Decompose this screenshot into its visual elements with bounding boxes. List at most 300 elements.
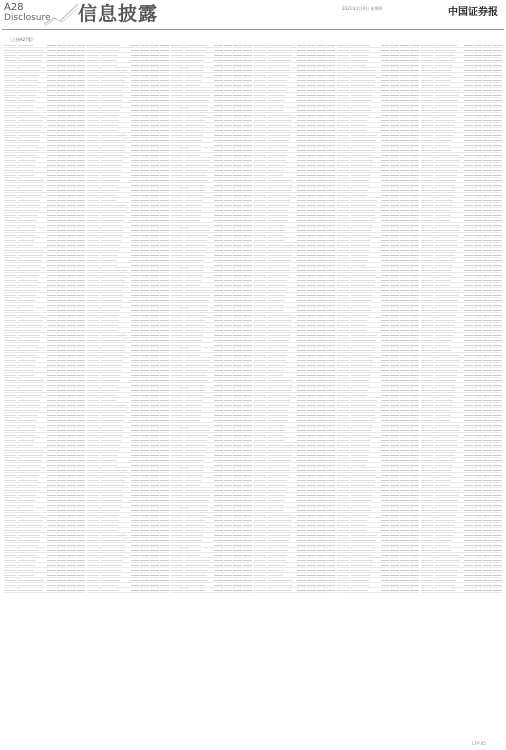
row-description-placeholder xyxy=(435,539,462,541)
row-values-placeholder xyxy=(214,424,252,426)
row-code-placeholder xyxy=(171,94,183,96)
row-code-placeholder xyxy=(171,514,183,516)
row-values-placeholder xyxy=(47,429,85,431)
row-code-placeholder xyxy=(254,504,266,506)
row-code-placeholder xyxy=(337,589,349,591)
row-values-placeholder xyxy=(464,219,502,221)
row-code-placeholder xyxy=(171,314,183,316)
row-values-placeholder xyxy=(47,589,85,591)
row-values-placeholder xyxy=(464,579,502,581)
row-code-placeholder xyxy=(87,269,99,271)
row-values-placeholder xyxy=(47,534,85,536)
row-values-placeholder xyxy=(131,374,169,376)
row-values-placeholder xyxy=(214,144,252,146)
row-code-placeholder xyxy=(254,69,266,71)
row-description-placeholder xyxy=(435,324,462,326)
row-code-placeholder xyxy=(4,349,16,351)
row-values-placeholder xyxy=(131,459,169,461)
row-values-placeholder xyxy=(47,69,85,71)
row-code-placeholder xyxy=(87,139,99,141)
row-values-placeholder xyxy=(381,519,419,521)
row-description-placeholder xyxy=(101,274,128,276)
row-code-placeholder xyxy=(87,334,99,336)
row-values-placeholder xyxy=(297,254,335,256)
row-code-placeholder xyxy=(254,509,266,511)
row-description-placeholder xyxy=(435,359,462,361)
row-values-placeholder xyxy=(381,564,419,566)
row-code-placeholder xyxy=(87,449,99,451)
row-code-placeholder xyxy=(4,169,16,171)
row-values-placeholder xyxy=(214,454,252,456)
row-code-placeholder xyxy=(87,424,99,426)
row-code-placeholder xyxy=(254,394,266,396)
row-values-placeholder xyxy=(214,229,252,231)
row-code-placeholder xyxy=(171,469,183,471)
row-values-placeholder xyxy=(381,414,419,416)
row-code-placeholder xyxy=(171,119,183,121)
row-code-placeholder xyxy=(337,414,349,416)
row-values-placeholder xyxy=(381,89,419,91)
row-values-placeholder xyxy=(297,144,335,146)
row-values-placeholder xyxy=(464,134,502,136)
row-code-placeholder xyxy=(337,114,349,116)
row-values-placeholder xyxy=(297,304,335,306)
row-values-placeholder xyxy=(464,324,502,326)
row-code-placeholder xyxy=(4,239,16,241)
row-values-placeholder xyxy=(47,219,85,221)
row-code-placeholder xyxy=(87,529,99,531)
row-code-placeholder xyxy=(4,64,16,66)
row-code-placeholder xyxy=(171,174,183,176)
row-values-placeholder xyxy=(214,199,252,201)
row-code-placeholder xyxy=(4,514,16,516)
row-values-placeholder xyxy=(214,549,252,551)
row-values-placeholder xyxy=(131,284,169,286)
row-code-placeholder xyxy=(337,154,349,156)
row-description-placeholder xyxy=(18,189,45,191)
row-description-placeholder xyxy=(435,509,462,511)
row-code-placeholder xyxy=(254,214,266,216)
row-code-placeholder xyxy=(254,304,266,306)
row-description-placeholder xyxy=(268,524,295,526)
row-description-placeholder xyxy=(268,184,295,186)
row-description-placeholder xyxy=(185,459,212,461)
row-description-placeholder xyxy=(185,89,212,91)
row-code-placeholder xyxy=(87,289,99,291)
row-code-placeholder xyxy=(337,139,349,141)
newspaper-masthead: 中国证券报 xyxy=(448,7,498,18)
row-values-placeholder xyxy=(381,199,419,201)
row-values-placeholder xyxy=(214,249,252,251)
row-values-placeholder xyxy=(381,114,419,116)
row-values-placeholder xyxy=(214,284,252,286)
row-description-placeholder xyxy=(101,464,128,466)
row-description-placeholder xyxy=(18,149,45,151)
row-code-placeholder xyxy=(87,554,99,556)
row-values-placeholder xyxy=(297,139,335,141)
row-code-placeholder xyxy=(254,369,266,371)
row-description-placeholder xyxy=(268,579,295,581)
table-row xyxy=(337,588,418,593)
row-code-placeholder xyxy=(421,454,433,456)
row-description-placeholder xyxy=(101,309,128,311)
row-code-placeholder xyxy=(87,494,99,496)
row-description-placeholder xyxy=(185,369,212,371)
row-code-placeholder xyxy=(254,539,266,541)
row-description-placeholder xyxy=(185,479,212,481)
row-description-placeholder xyxy=(18,384,45,386)
row-code-placeholder xyxy=(421,314,433,316)
row-values-placeholder xyxy=(131,369,169,371)
row-description-placeholder xyxy=(18,504,45,506)
row-description-placeholder xyxy=(185,519,212,521)
row-values-placeholder xyxy=(297,439,335,441)
row-code-placeholder xyxy=(254,189,266,191)
row-values-placeholder xyxy=(131,579,169,581)
row-values-placeholder xyxy=(381,369,419,371)
row-values-placeholder xyxy=(214,364,252,366)
row-code-placeholder xyxy=(4,304,16,306)
row-description-placeholder xyxy=(101,314,128,316)
row-code-placeholder xyxy=(254,84,266,86)
row-values-placeholder xyxy=(214,64,252,66)
row-description-placeholder xyxy=(268,304,295,306)
row-values-placeholder xyxy=(381,264,419,266)
row-code-placeholder xyxy=(421,139,433,141)
row-code-placeholder xyxy=(254,54,266,56)
row-values-placeholder xyxy=(464,59,502,61)
row-code-placeholder xyxy=(337,259,349,261)
row-code-placeholder xyxy=(171,239,183,241)
row-code-placeholder xyxy=(421,519,433,521)
row-values-placeholder xyxy=(381,579,419,581)
row-code-placeholder xyxy=(254,124,266,126)
row-values-placeholder xyxy=(131,319,169,321)
row-values-placeholder xyxy=(464,99,502,101)
row-description-placeholder xyxy=(268,349,295,351)
row-values-placeholder xyxy=(131,69,169,71)
row-description-placeholder xyxy=(351,224,378,226)
row-values-placeholder xyxy=(47,424,85,426)
row-values-placeholder xyxy=(214,49,252,51)
row-description-placeholder xyxy=(351,94,378,96)
row-code-placeholder xyxy=(4,549,16,551)
row-code-placeholder xyxy=(171,439,183,441)
row-description-placeholder xyxy=(18,434,45,436)
row-description-placeholder xyxy=(268,69,295,71)
row-description-placeholder xyxy=(268,119,295,121)
row-code-placeholder xyxy=(87,319,99,321)
row-code-placeholder xyxy=(87,294,99,296)
row-description-placeholder xyxy=(185,564,212,566)
row-description-placeholder xyxy=(101,424,128,426)
row-code-placeholder xyxy=(171,509,183,511)
row-code-placeholder xyxy=(421,479,433,481)
row-values-placeholder xyxy=(47,439,85,441)
row-description-placeholder xyxy=(351,359,378,361)
row-description-placeholder xyxy=(185,474,212,476)
row-description-placeholder xyxy=(351,314,378,316)
row-values-placeholder xyxy=(214,289,252,291)
row-description-placeholder xyxy=(18,54,45,56)
row-description-placeholder xyxy=(351,159,378,161)
row-description-placeholder xyxy=(185,484,212,486)
row-code-placeholder xyxy=(171,89,183,91)
row-code-placeholder xyxy=(337,184,349,186)
row-code-placeholder xyxy=(254,94,266,96)
row-code-placeholder xyxy=(421,69,433,71)
row-code-placeholder xyxy=(4,59,16,61)
row-code-placeholder xyxy=(337,244,349,246)
row-values-placeholder xyxy=(47,584,85,586)
row-values-placeholder xyxy=(47,314,85,316)
row-values-placeholder xyxy=(297,209,335,211)
row-values-placeholder xyxy=(381,254,419,256)
row-values-placeholder xyxy=(214,184,252,186)
decorative-swoosh-icon xyxy=(44,2,78,26)
row-code-placeholder xyxy=(87,484,99,486)
row-code-placeholder xyxy=(337,299,349,301)
row-values-placeholder xyxy=(297,359,335,361)
row-description-placeholder xyxy=(435,554,462,556)
row-description-placeholder xyxy=(268,244,295,246)
row-code-placeholder xyxy=(87,154,99,156)
row-values-placeholder xyxy=(381,49,419,51)
row-values-placeholder xyxy=(131,434,169,436)
row-description-placeholder xyxy=(351,304,378,306)
row-code-placeholder xyxy=(421,514,433,516)
row-description-placeholder xyxy=(268,204,295,206)
disclosure-table-columns xyxy=(4,43,502,738)
row-code-placeholder xyxy=(4,424,16,426)
row-values-placeholder xyxy=(47,374,85,376)
row-code-placeholder xyxy=(254,529,266,531)
row-description-placeholder xyxy=(268,259,295,261)
row-description-placeholder xyxy=(185,309,212,311)
row-description-placeholder xyxy=(101,174,128,176)
row-description-placeholder xyxy=(18,574,45,576)
row-description-placeholder xyxy=(18,84,45,86)
row-description-placeholder xyxy=(351,229,378,231)
row-values-placeholder xyxy=(297,414,335,416)
row-description-placeholder xyxy=(435,189,462,191)
row-code-placeholder xyxy=(254,139,266,141)
row-code-placeholder xyxy=(337,254,349,256)
row-values-placeholder xyxy=(131,114,169,116)
row-description-placeholder xyxy=(435,394,462,396)
row-description-placeholder xyxy=(18,359,45,361)
row-values-placeholder xyxy=(297,284,335,286)
row-values-placeholder xyxy=(47,354,85,356)
row-values-placeholder xyxy=(464,509,502,511)
row-values-placeholder xyxy=(297,429,335,431)
row-values-placeholder xyxy=(131,324,169,326)
row-description-placeholder xyxy=(18,364,45,366)
row-values-placeholder xyxy=(47,114,85,116)
disclosure-column xyxy=(337,43,418,738)
row-code-placeholder xyxy=(337,319,349,321)
row-values-placeholder xyxy=(131,219,169,221)
row-code-placeholder xyxy=(171,234,183,236)
row-code-placeholder xyxy=(171,479,183,481)
row-values-placeholder xyxy=(381,44,419,46)
row-values-placeholder xyxy=(464,589,502,591)
row-values-placeholder xyxy=(297,194,335,196)
row-description-placeholder xyxy=(268,474,295,476)
row-code-placeholder xyxy=(4,469,16,471)
row-values-placeholder xyxy=(464,89,502,91)
row-values-placeholder xyxy=(381,139,419,141)
row-code-placeholder xyxy=(171,84,183,86)
row-values-placeholder xyxy=(381,159,419,161)
row-description-placeholder xyxy=(435,364,462,366)
row-description-placeholder xyxy=(18,139,45,141)
row-description-placeholder xyxy=(185,384,212,386)
row-code-placeholder xyxy=(421,274,433,276)
row-code-placeholder xyxy=(4,234,16,236)
row-description-placeholder xyxy=(435,214,462,216)
row-description-placeholder xyxy=(18,494,45,496)
row-code-placeholder xyxy=(171,554,183,556)
row-values-placeholder xyxy=(381,444,419,446)
row-code-placeholder xyxy=(4,359,16,361)
row-values-placeholder xyxy=(131,429,169,431)
row-description-placeholder xyxy=(18,224,45,226)
row-code-placeholder xyxy=(87,189,99,191)
row-values-placeholder xyxy=(131,99,169,101)
row-description-placeholder xyxy=(101,539,128,541)
row-description-placeholder xyxy=(268,414,295,416)
row-description-placeholder xyxy=(18,334,45,336)
row-description-placeholder xyxy=(268,564,295,566)
row-values-placeholder xyxy=(214,104,252,106)
row-values-placeholder xyxy=(47,319,85,321)
row-values-placeholder xyxy=(214,474,252,476)
row-description-placeholder xyxy=(18,529,45,531)
row-description-placeholder xyxy=(101,209,128,211)
row-values-placeholder xyxy=(381,569,419,571)
row-values-placeholder xyxy=(464,554,502,556)
row-description-placeholder xyxy=(351,419,378,421)
row-values-placeholder xyxy=(214,279,252,281)
row-code-placeholder xyxy=(171,114,183,116)
section-name-en: Disclosure xyxy=(4,13,51,23)
row-values-placeholder xyxy=(381,334,419,336)
row-values-placeholder xyxy=(47,484,85,486)
row-code-placeholder xyxy=(87,359,99,361)
row-values-placeholder xyxy=(381,439,419,441)
row-values-placeholder xyxy=(47,274,85,276)
row-values-placeholder xyxy=(47,194,85,196)
row-description-placeholder xyxy=(351,489,378,491)
row-values-placeholder xyxy=(214,539,252,541)
row-code-placeholder xyxy=(87,169,99,171)
row-values-placeholder xyxy=(381,219,419,221)
row-values-placeholder xyxy=(381,459,419,461)
row-description-placeholder xyxy=(351,369,378,371)
row-code-placeholder xyxy=(4,194,16,196)
row-values-placeholder xyxy=(297,174,335,176)
row-code-placeholder xyxy=(171,484,183,486)
row-description-placeholder xyxy=(435,559,462,561)
row-values-placeholder xyxy=(47,89,85,91)
row-description-placeholder xyxy=(18,479,45,481)
row-values-placeholder xyxy=(297,299,335,301)
row-description-placeholder xyxy=(351,384,378,386)
row-code-placeholder xyxy=(171,199,183,201)
row-code-placeholder xyxy=(87,279,99,281)
row-description-placeholder xyxy=(18,74,45,76)
row-values-placeholder xyxy=(214,254,252,256)
row-description-placeholder xyxy=(185,589,212,591)
row-description-placeholder xyxy=(101,194,128,196)
row-code-placeholder xyxy=(171,524,183,526)
row-description-placeholder xyxy=(435,369,462,371)
row-values-placeholder xyxy=(214,164,252,166)
row-values-placeholder xyxy=(381,104,419,106)
row-code-placeholder xyxy=(337,219,349,221)
row-code-placeholder xyxy=(254,279,266,281)
row-values-placeholder xyxy=(464,139,502,141)
row-description-placeholder xyxy=(18,159,45,161)
page-header xyxy=(0,0,506,30)
row-description-placeholder xyxy=(101,374,128,376)
row-values-placeholder xyxy=(464,104,502,106)
row-description-placeholder xyxy=(101,259,128,261)
row-values-placeholder xyxy=(47,294,85,296)
row-code-placeholder xyxy=(4,179,16,181)
row-description-placeholder xyxy=(18,289,45,291)
row-code-placeholder xyxy=(4,154,16,156)
row-description-placeholder xyxy=(18,79,45,81)
row-description-placeholder xyxy=(18,169,45,171)
row-description-placeholder xyxy=(18,399,45,401)
row-code-placeholder xyxy=(171,44,183,46)
row-code-placeholder xyxy=(421,164,433,166)
row-values-placeholder xyxy=(464,314,502,316)
row-code-placeholder xyxy=(4,339,16,341)
row-code-placeholder xyxy=(171,264,183,266)
row-code-placeholder xyxy=(4,374,16,376)
row-description-placeholder xyxy=(435,524,462,526)
row-values-placeholder xyxy=(214,489,252,491)
row-description-placeholder xyxy=(351,114,378,116)
row-values-placeholder xyxy=(464,129,502,131)
row-values-placeholder xyxy=(464,114,502,116)
row-description-placeholder xyxy=(185,394,212,396)
row-values-placeholder xyxy=(464,404,502,406)
row-code-placeholder xyxy=(337,544,349,546)
row-values-placeholder xyxy=(297,564,335,566)
row-description-placeholder xyxy=(435,49,462,51)
row-code-placeholder xyxy=(87,204,99,206)
row-values-placeholder xyxy=(381,299,419,301)
row-code-placeholder xyxy=(337,569,349,571)
row-code-placeholder xyxy=(421,549,433,551)
row-description-placeholder xyxy=(435,109,462,111)
row-values-placeholder xyxy=(381,589,419,591)
row-description-placeholder xyxy=(101,564,128,566)
row-values-placeholder xyxy=(47,179,85,181)
row-code-placeholder xyxy=(254,324,266,326)
row-values-placeholder xyxy=(381,424,419,426)
row-description-placeholder xyxy=(435,499,462,501)
row-values-placeholder xyxy=(47,569,85,571)
row-code-placeholder xyxy=(337,294,349,296)
row-description-placeholder xyxy=(18,129,45,131)
row-code-placeholder xyxy=(87,574,99,576)
row-values-placeholder xyxy=(381,209,419,211)
